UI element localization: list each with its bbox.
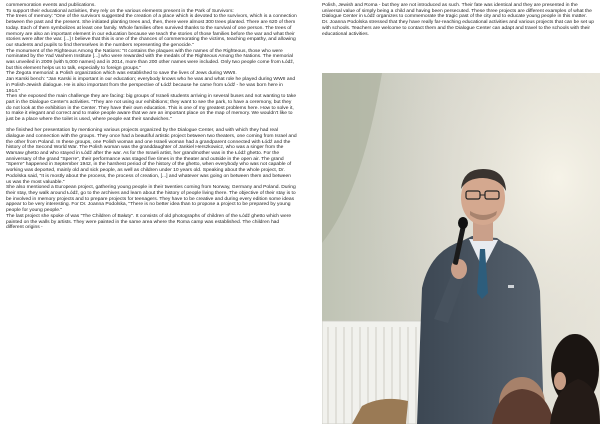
right-text-column [322,3,594,37]
paragraph-support-intro: To support their educational activities, they rely on the various elements present in the Park of Survivors: [6,8,234,14]
paragraph-karski-bench: Jan Karski bench: "Jan Karski is important in our education; everybody knows who he was and what role he played during WWII and in Polish-Jewish dialogue. He is also important from the perspective of Łódź because he came from Łódź - he was born here in 1914." [6,77,296,94]
paragraph-trees-of-memory: The trees of memory: "One of the survivors suggested the creation of a place which is devoted to the survivors, which is a connection between the past and the present. She initiated planting trees and, then, there were almost 300 trees planted. There are 620 of them today. Each of them symbolizes at least one family. Whole families often survived thanks to the survival of one person. The trees of memory are also an important element in our education because we teach the stories of those families before the war and what their stories were after the war. [...] I believe that this is one of the chances of commemorating the victims, teaching empathy, and allowing our students and pupils to find themselves in the numbers representing the genocide." [6,14,297,48]
paragraph-intro-line: commemoration events and publications. [6,3,96,8]
left-text-column [6,3,297,231]
paragraph-main-challenge: Then she exposed the main challenge they are facing: big groups of Israeli students arriving in several buses and not wanting to take part in the Dialogue Center's activities. "They are not using our exhibitions; they want to see the park, to have a ceremony, but they do not look at the exhibition in the Center. They have their own education. This is one of my greatest problems here. How to solve it, to make it elegant and correct and to make people aware that we are an important place on the map of memory. We wouldn't like to just be a place where the toilet is used, where people eat their sandwiches." [6,94,297,123]
photo-illustration [322,73,600,424]
paragraph-children-of-baluty: The last project she spoke of was "The Children of Bałuty". It consists of old photographs of children of the Łódź ghetto which were painted on the walls by artists. They were painted in the same area where the Roma camp was established. The children had different origins - [6,213,292,231]
paragraph-european-project: She also mentioned a European project, gathering young people in their twenties coming from Norway, Germany and Poland. During their stay, they walk around Łódź, go to the archives and learn about the history of people living there. The objective of their stay is to be involved in memory projects and to prepare projects for teenagers. They have to be creative and during every edition some ideas appear to be very interesting. For Dr. Joanna Podolska, "There is no better idea than to propose a project to be prepared by young people for young people." [6,185,296,214]
paragraph-projects-theater: She finished her presentation by mentioning various projects organized by the Dialogue Center, and with which they had real dialogue and connection with the groups. They once had a beautiful artistic project between two theaters, one coming from Israel and the other from Poland. In these groups, one Polish woman and one Israeli woman had a grandparent connected with Łódź and the history of the Second World War. The Polish woman was the granddaughter of Jankiel Herszkowicz, who was a singer from the Warsaw ghetto and who stayed in Łódź after the war. As for the Israeli artist, her grandmother was in the Łódź ghetto. For the anniversary of the grand "Sperre", their performance was staged five times in the theater and outside in the open air. The grand "Sperre" happened in September 1942, in the harshest period of the history of the ghetto, when everybody who was not capable of working was deported, mainly old and sick people, as well as children under 10 years old. Speaking about the whole project, Dr. Podolska said, "It is mostly about the process, the process of creation, [...] and whatever was going on between them and between us was the most valuable." [6,128,297,185]
paragraph-righteous-monument: The monument of the Righteous Among the Nations: "It contains the plaques with the names of the Righteous, those who were nominated by the Yad Vashem Institute [...] who were rewarded with the medals of the Righteous Among the Nations. The memorial was unveiled in 2009 (with 5,000 names) and in 2014, more than 200 other names were included. Only two people come from Łódź, but this element helps us to talk, especially to foreign groups." [6,48,295,71]
paragraph-zegota-memorial: The Żegota memorial: a Polish organization which was established to save the lives of Jews during WWII. [6,71,237,77]
speaker-with-microphone-photo [322,73,600,424]
paragraph-right-continuation: Polish, Jewish and Roma - but they are not introduced as such. Their fate was identical and they are presented in the universal value of simply being a child and having been persecuted. These three projects are different examples of what the Dialogue Center in Łódź organizes to commemorate the tragic past of the city and to educate young people in this matter. Dr. Joanna Podolska stressed that they have really far-reaching educational activities and various projects that can be set up with schools. Teachers are welcome to contact them and the Dialogue Center can adapt and travel to the schools with their educational activities. [322,3,594,37]
